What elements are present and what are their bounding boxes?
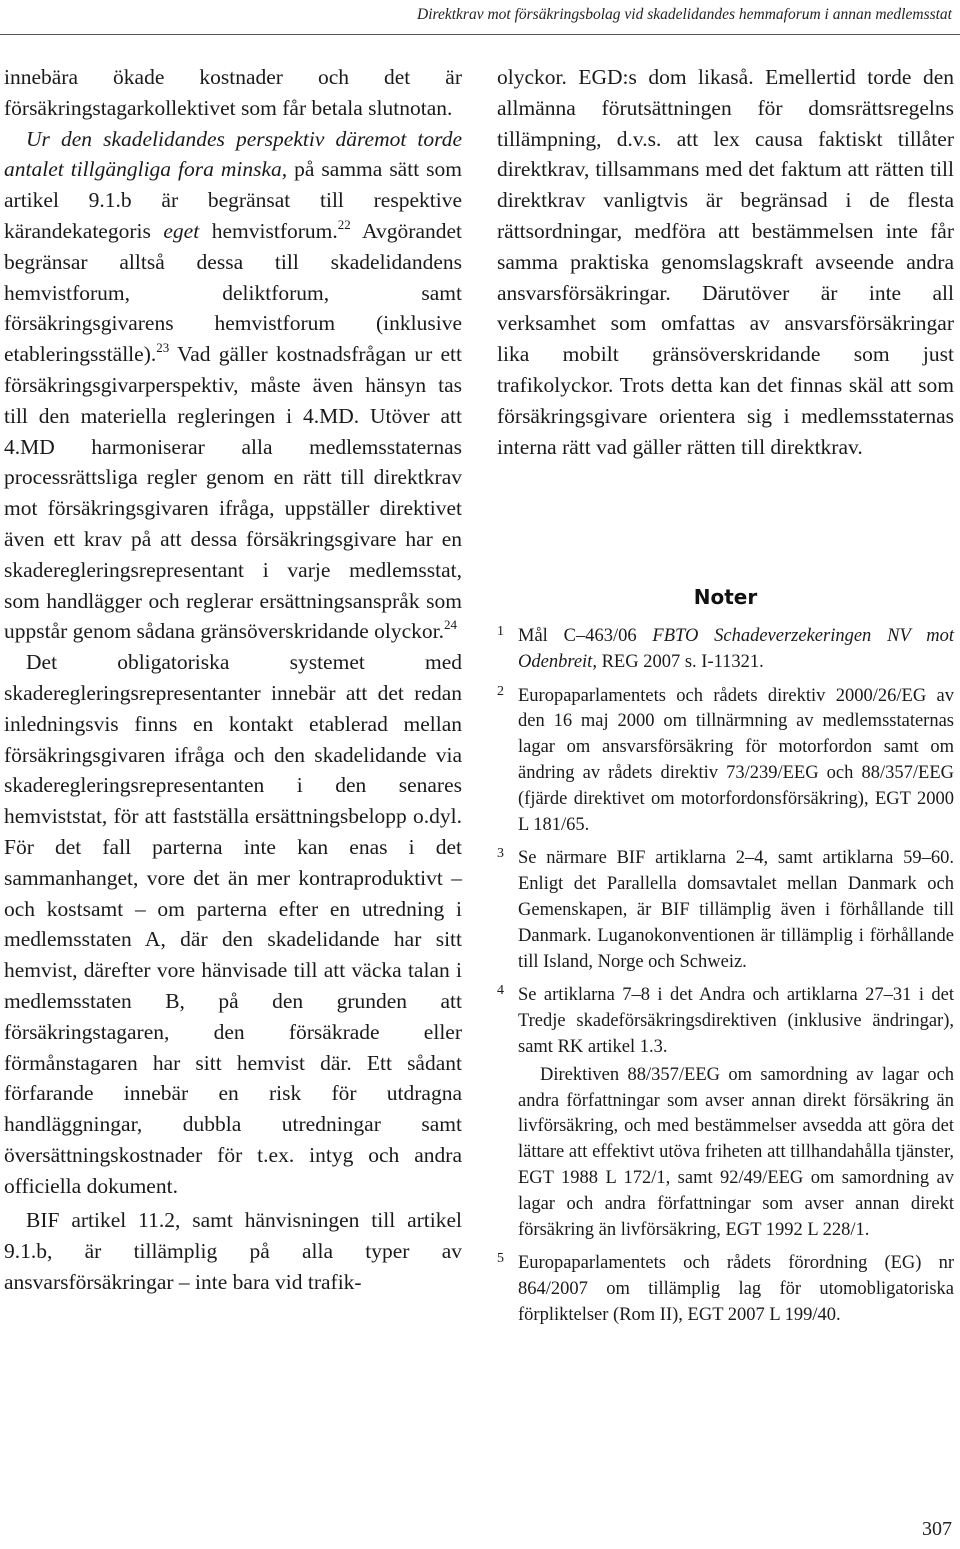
footnote-text: Europaparlamentets och rådets direktiv 2000/26/EG av den 16 maj 2000 om tillnärmning av medlemsstaternas lagar om ansvarsförsäkring för motorfordon samt om ändring av rådets direktiv 73/239/EEG och 88/357/EEG (fjärde direktivet om motorfordonsförsäkring), EGT 2000 L 181/65.	[518, 685, 954, 835]
footnote-number: 4	[497, 983, 504, 999]
footnote-ref-22[interactable]: 22	[337, 216, 351, 232]
left-column	[4, 62, 462, 1298]
footnote-5	[497, 1251, 954, 1328]
footnote-ref-24[interactable]: 24	[444, 617, 458, 633]
paragraph-4: BIF artikel 11.2, samt hänvisningen till artikel 9.1.b, är tillämplig på alla typer av ansvarsförsäkringar – inte bara vid trafik-	[4, 1208, 462, 1295]
footnote-number: 2	[497, 683, 504, 699]
footnote-number: 1	[497, 624, 504, 639]
footnote-text: Mål C–463/06 FBTO Schadeverzekeringen NV mot Odenbreit, REG 2007 s. I-11321.	[518, 626, 954, 672]
italic-phrase: Ur den skadelidandes perspektiv däremot torde antalet tillgängliga fora minska,	[4, 126, 462, 182]
page-number: 307	[922, 1518, 952, 1540]
text-run: hemvistforum.	[199, 218, 338, 243]
footnote-ref-23[interactable]: 23	[156, 340, 170, 356]
paragraph-continued: olyckor. EGD:s dom likaså. Emellertid torde den allmänna förutsättningen för domsrättsregelns tillämpning, d.v.s. att lex causa faktiskt tillåter direktkrav, tillsammans med det faktum att rätten till direktkrav vanligtvis är begränsad i de flesta rättsordningar, medföra att bestämmelsen inte får samma praktiska genomslagskraft avseende andra ansvarsförsäkringar. Därutöver är inte all verksamhet som omfattas av ansvarsförsäkringar lika mobilt gränsöverskridande som just trafikolyckor. Trots detta kan det finnas skäl att som försäkringsgivare orientera sig i medlemsstaternas interna rätt vad gäller rätten till direktkrav.	[497, 65, 954, 459]
footnotes-list	[497, 624, 954, 1337]
paragraph-1: innebära ökade kostnader och det är försäkringstagarkollektivet som får betala slutnotan.	[4, 65, 462, 120]
running-header: Direktkrav mot försäkringsbolag vid skadelidandes hemmaforum i annan medlemsstat	[417, 6, 952, 23]
text-run: Vad gäller kostnadsfrågan ur ett försäkringsgivarperspektiv, måste även hänsyn tas till den materiella regleringen i 4.MD. Utöver att 4.MD harmoniserar alla medlemsstaternas processrättsliga regler genom en rätt till direktkrav mot försäkringsgivaren ifråga, uppställer direktivet även ett krav på att dessa försäkringsgivare har en skaderegleringsrepresentant i varje medlemsstat, som handlägger och reglerar ersättningsanspråk som uppstår genom sådana gränsöverskridande olyckor.	[4, 342, 462, 644]
footnote-number: 3	[497, 846, 504, 862]
footnote-2	[497, 684, 954, 839]
paragraph-2	[4, 124, 462, 648]
header-divider	[0, 34, 960, 35]
notes-heading: Noter	[693, 585, 758, 609]
footnote-number: 5	[497, 1251, 504, 1267]
case-name: FBTO Schadeverzekeringen NV mot Odenbreit	[518, 626, 954, 672]
footnote-1	[497, 624, 954, 676]
text-run: Avgörandet begränsar alltså dessa till skadelidandens hemvistforum, deliktforum, samt försäkringsgivarens hemvistforum (inklusive etableringsställe).	[4, 218, 462, 367]
text-run: på samma sätt som artikel 9.1.b är begränsat till respektive kärandekategoris	[4, 157, 463, 243]
footnote-4-continuation: Direktiven 88/357/EEG om samordning av lagar och andra författningar som avser annan direkt försäkring än livförsäkring, och med bestämmelser avsedda att göra det lättare att effektivt utöva friheten att tillhandahålla tjänster, EGT 1988 L 172/1, samt 92/49/EEG om samordning av lagar och andra författningar som avser annan direkt försäkring än livförsäkring, EGT 1992 L 228/1.	[518, 1064, 954, 1240]
italic-word: eget	[163, 218, 200, 243]
footnote-3	[497, 846, 954, 975]
footnote-text: Europaparlamentets och rådets förordning (EG) nr 864/2007 om tillämplig lag för utomobligatoriska förpliktelser (Rom II), EGT 2007 L 199/40.	[518, 1253, 954, 1325]
right-column	[497, 62, 954, 462]
footnote-4	[497, 983, 954, 1060]
footnote-text: Se närmare BIF artiklarna 2–4, samt artiklarna 59–60. Enligt det Parallella domsavtalet mellan Danmark och Gemenskapen, är BIF tillämplig även i förhållande till Danmark. Luganokonventionen är tillämplig i förhållande till Island, Norge och Schweiz.	[518, 848, 954, 972]
footnote-text: Se artiklarna 7–8 i det Andra och artiklarna 27–31 i det Tredje skadeförsäkringsdirektiven (inklusive ändringar), samt RK artikel 1.3.	[518, 985, 954, 1057]
paragraph-3: Det obligatoriska systemet med skaderegleringsrepresentanter innebär att det redan inledningsvis finns en kontakt etablerad mellan försäkringsgivaren ifråga och den skadelidande via skaderegleringsrepresentanten i den senares hemviststat, för att fastställa ersättningsbelopp o.dyl. För det fall parterna inte kan enas i det sammanhanget, vore det än mer kontraproduktivt – och kostsamt – om parterna efter en utredning i medlemsstaten A, där den skadelidande har sitt hemvist, därefter vore hänvisade till att väcka talan i medlemsstaten B, på den grunden att försäkringstagaren, den försäkrade eller förmånstagaren har sitt hemvist där. Ett sådant förfarande innebär en risk för utdragna handläggningar, dubbla utredningar samt översättningskostnader för t.ex. intyg och andra officiella dokument.	[4, 650, 462, 1198]
